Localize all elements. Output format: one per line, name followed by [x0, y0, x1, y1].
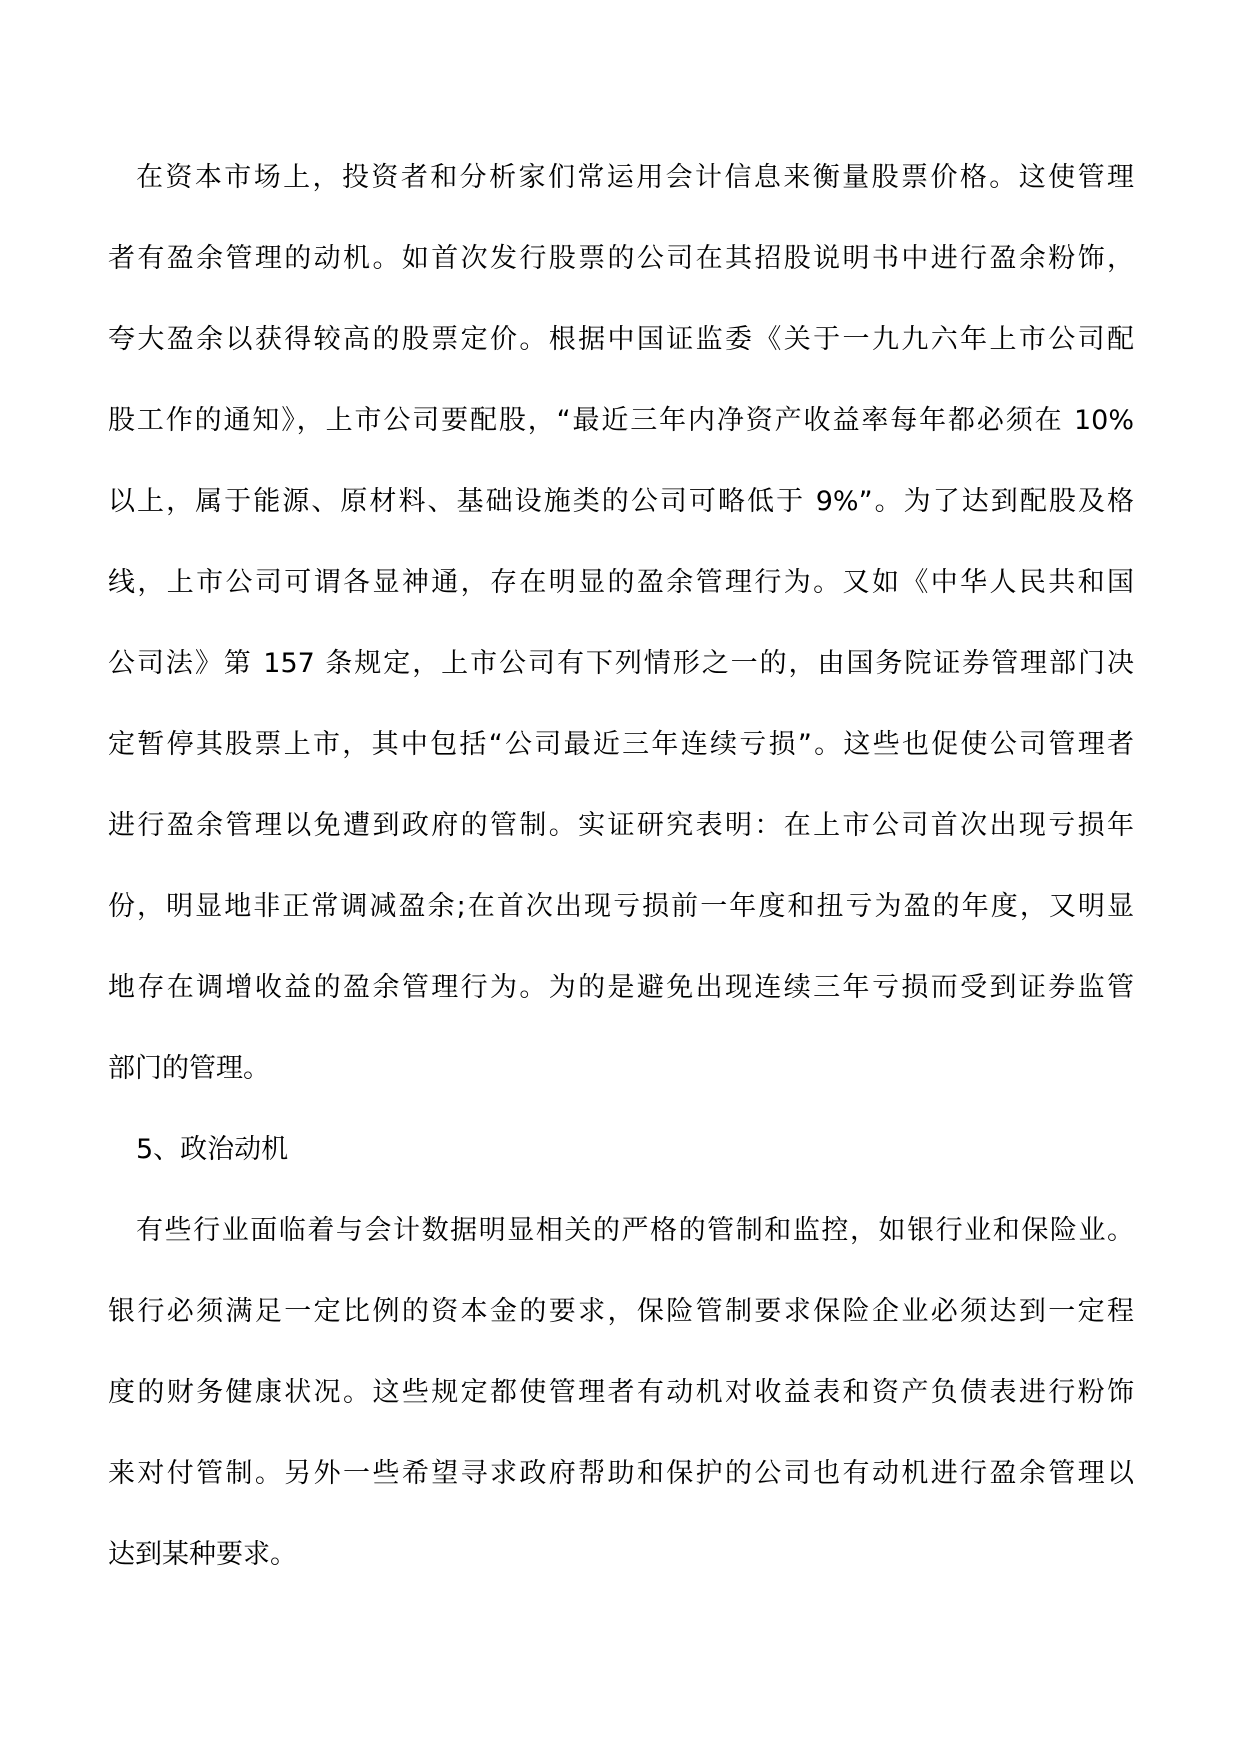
text-line: 部门的管理。 [108, 1053, 270, 1084]
paragraph-political-motive [108, 1211, 1134, 1616]
text-line: 达到某种要求。 [108, 1539, 297, 1570]
text-line: 者有盈余管理的动机。如首次发行股票的公司在其招股说明书中进行盈余粉饰， [108, 243, 1134, 274]
paragraph-listing-motive [108, 158, 1134, 1130]
text-line: 股工作的通知》，上市公司要配股，“最近三年内净资产收益率每年都必须在 10% [108, 405, 1134, 436]
text-line: 夸大盈余以获得较高的股票定价。根据中国证监委《关于一九九六年上市公司配 [108, 324, 1134, 355]
text-line: 地存在调增收益的盈余管理行为。为的是避免出现连续三年亏损而受到证券监管 [108, 972, 1134, 1003]
document-body [108, 158, 1134, 1616]
section-heading [108, 1130, 1134, 1211]
text-line: 线，上市公司可谓各显神通，存在明显的盈余管理行为。又如《中华人民共和国 [108, 567, 1134, 598]
text-line: 公司法》第 157 条规定，上市公司有下列情形之一的，由国务院证券管理部门决 [108, 648, 1134, 679]
text-line: 进行盈余管理以免遭到政府的管制。实证研究表明：在上市公司首次出现亏损年 [108, 810, 1134, 841]
text-line: 来对付管制。另外一些希望寻求政府帮助和保护的公司也有动机进行盈余管理以 [108, 1458, 1134, 1489]
section-heading-text: 5、政治动机 [136, 1134, 289, 1165]
text-line: 银行必须满足一定比例的资本金的要求，保险管制要求保险企业必须达到一定程 [108, 1296, 1134, 1327]
text-line: 以上，属于能源、原材料、基础设施类的公司可略低于 9%”。为了达到配股及格 [108, 486, 1134, 517]
text-line: 度的财务健康状况。这些规定都使管理者有动机对收益表和资产负债表进行粉饰 [108, 1377, 1134, 1408]
text-line: 有些行业面临着与会计数据明显相关的严格的管制和监控，如银行业和保险业。 [136, 1215, 1134, 1246]
text-line: 份，明显地非正常调减盈余;在首次出现亏损前一年度和扭亏为盈的年度，又明显 [108, 891, 1134, 922]
text-line: 定暂停其股票上市，其中包括“公司最近三年连续亏损”。这些也促使公司管理者 [108, 729, 1134, 760]
text-line: 在资本市场上，投资者和分析家们常运用会计信息来衡量股票价格。这使管理 [136, 162, 1134, 193]
